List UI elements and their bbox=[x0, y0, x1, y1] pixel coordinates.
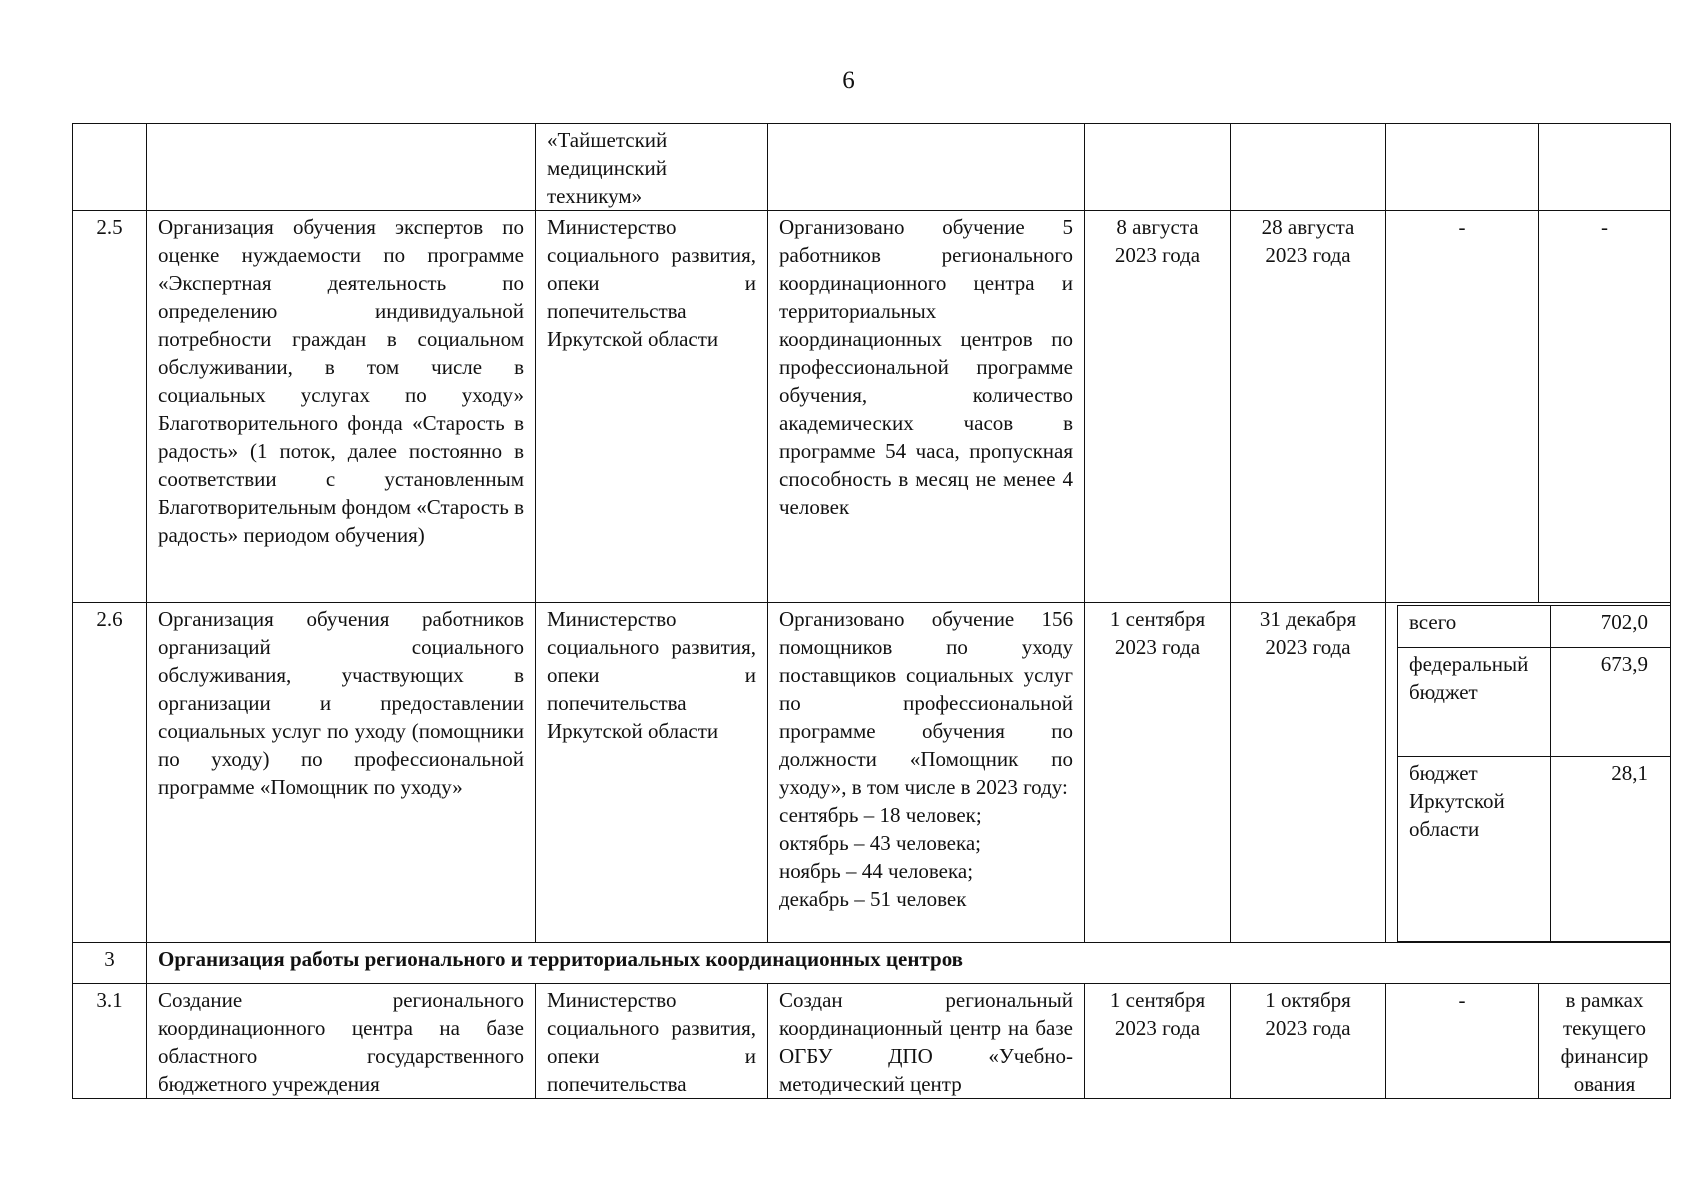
funding-cell bbox=[1386, 603, 1671, 943]
funding-source: бюджет Иркутской области bbox=[1398, 757, 1551, 942]
event-cell: Организация обучения работников организаций социального обслуживания, участвующих в организации и предоставлении социальных услуг по уходу (помощники по уходу) по профессиональной программе «Помощник по уходу» bbox=[147, 603, 536, 943]
start-date-cell: 8 августа 2023 года bbox=[1085, 211, 1231, 603]
result-month-line: сентябрь – 18 человек; bbox=[779, 803, 982, 827]
funding-amount: 673,9 bbox=[1551, 648, 1671, 757]
funding-source: всего bbox=[1398, 606, 1551, 648]
funding-amount-cell bbox=[1539, 124, 1671, 211]
event-cell: Организация обучения экспертов по оценке нуждаемости по программе «Экспертная деятельность по определению индивидуальной потребности граждан в социальном обслуживании, в том числе в социальных услугах по уходу» Благотворительного фонда «Старость в радость» (1 поток, далее постоянно в соответствии с установленным Благотворительным фондом «Старость в радость» периодом обучения) bbox=[147, 211, 536, 603]
executor-cell: Министерство социального развития, опеки и попечительства Иркутской области bbox=[536, 603, 768, 943]
funding-row bbox=[1398, 648, 1671, 757]
executor-line: техникум» bbox=[547, 184, 643, 208]
plan-table bbox=[72, 123, 1671, 1099]
event-cell: Создание регионального координационного центра на базе областного государственного бюджетного учреждения bbox=[147, 984, 536, 1099]
start-date-cell: 1 сентября 2023 года bbox=[1085, 984, 1231, 1099]
table-row bbox=[73, 603, 1671, 943]
funding-grid bbox=[1397, 605, 1671, 942]
result-month-line: декабрь – 51 человек bbox=[779, 887, 967, 911]
section-title: Организация работы регионального и территориальных координационных центров bbox=[147, 943, 1671, 984]
funding-note-line: в рамках bbox=[1565, 988, 1644, 1012]
executor-line: «Тайшетский bbox=[547, 128, 668, 152]
funding-source-cell: - bbox=[1386, 211, 1539, 603]
row-number-cell bbox=[73, 124, 147, 211]
row-number-cell: 3.1 bbox=[73, 984, 147, 1099]
funding-note-line: ования bbox=[1573, 1072, 1636, 1096]
funding-source: федеральный бюджет bbox=[1398, 648, 1551, 757]
result-cell: Организовано обучение 5 работников регионального координационного центра и территориальных координационных центров по профессиональной программе обучения, количество академических часов в программе 54 часа, пропускная способность в месяц не менее 4 человек bbox=[768, 211, 1085, 603]
start-date-cell: 1 сентября 2023 года bbox=[1085, 603, 1231, 943]
funding-amount: 28,1 bbox=[1551, 757, 1671, 942]
result-cell bbox=[768, 603, 1085, 943]
start-date-cell bbox=[1085, 124, 1231, 211]
end-date-cell bbox=[1231, 124, 1386, 211]
funding-amount-cell: - bbox=[1539, 211, 1671, 603]
table-row bbox=[73, 984, 1671, 1099]
event-cell bbox=[147, 124, 536, 211]
funding-source-cell bbox=[1386, 124, 1539, 211]
executor-cell bbox=[536, 124, 768, 211]
funding-amount: 702,0 bbox=[1551, 606, 1671, 648]
result-month-line: ноябрь – 44 человека; bbox=[779, 859, 974, 883]
funding-amount-cell bbox=[1539, 984, 1671, 1099]
funding-note-line: текущего bbox=[1563, 1016, 1646, 1040]
end-date-cell: 31 декабря 2023 года bbox=[1231, 603, 1386, 943]
end-date-cell: 28 августа 2023 года bbox=[1231, 211, 1386, 603]
result-cell: Создан региональный координационный центр на базе ОГБУ ДПО «Учебно-методический центр bbox=[768, 984, 1085, 1099]
funding-source-cell: - bbox=[1386, 984, 1539, 1099]
funding-row bbox=[1398, 757, 1671, 942]
end-date-cell: 1 октября 2023 года bbox=[1231, 984, 1386, 1099]
page-number: 6 bbox=[842, 67, 855, 94]
result-cell bbox=[768, 124, 1085, 211]
section-number-cell: 3 bbox=[73, 943, 147, 984]
result-text: Организовано обучение 156 помощников по уходу поставщиков социальных услуг по профессиональной программе обучения по должности «Помощник по уходу», в том числе в 2023 году: bbox=[779, 607, 1073, 799]
result-month-line: октябрь – 43 человека; bbox=[779, 831, 982, 855]
executor-cell: Министерство социального развития, опеки и попечительства bbox=[536, 984, 768, 1099]
funding-note-line: финансир bbox=[1560, 1044, 1649, 1068]
funding-row bbox=[1398, 606, 1671, 648]
row-number-cell: 2.5 bbox=[73, 211, 147, 603]
row-number-cell: 2.6 bbox=[73, 603, 147, 943]
table-row bbox=[73, 211, 1671, 603]
executor-cell: Министерство социального развития, опеки и попечительства Иркутской области bbox=[536, 211, 768, 603]
section-row bbox=[73, 943, 1671, 984]
executor-line: медицинский bbox=[547, 156, 667, 180]
table-row bbox=[73, 124, 1671, 211]
